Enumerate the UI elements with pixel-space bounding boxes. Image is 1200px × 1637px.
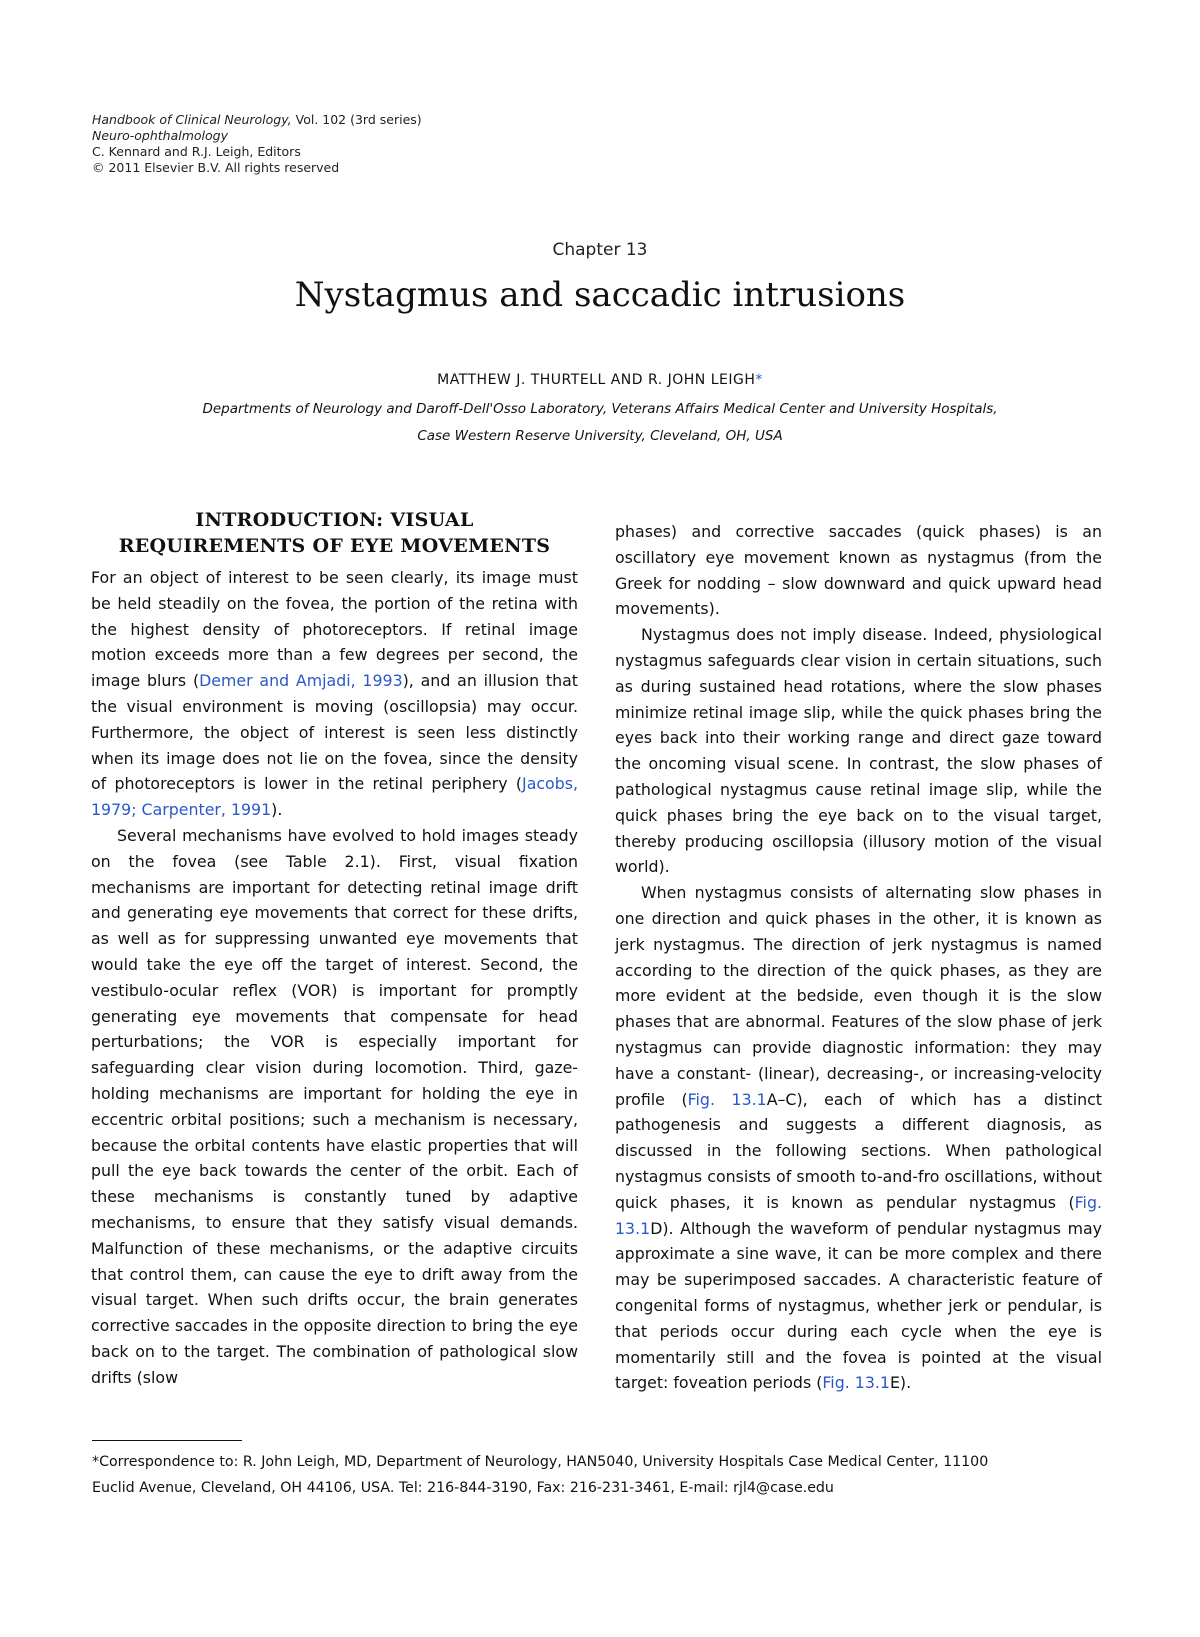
journal-name: Handbook of Clinical Neurology, xyxy=(92,112,292,127)
paragraph-text: E). xyxy=(889,1373,912,1393)
footnote-divider xyxy=(92,1440,242,1441)
author-names: MATTHEW J. THURTELL AND R. JOHN LEIGH xyxy=(437,372,756,388)
paragraph-text: For an object of interest to be seen clearly, its image must be held steadily on the fovea, the portion of the retina with the highest density of photoreceptors. If retinal image motion exceeds more than a few degrees per second, the image blurs ( xyxy=(91,568,578,691)
section-heading-line-1: INTRODUCTION: VISUAL xyxy=(195,509,474,531)
paragraph xyxy=(615,880,1102,1396)
header-editors: C. Kennard and R.J. Leigh, Editors xyxy=(92,144,301,159)
paragraph-text: ), and an illusion that the visual environment is moving (oscillopsia) may occur. Furthermore, the object of interest is seen less distinctly when its image does not lie on the fovea, since the density of photoreceptors is lower in the retinal periphery ( xyxy=(91,671,578,794)
figure-link[interactable]: Fig. 13.1 xyxy=(687,1089,767,1109)
chapter-label: Chapter 13 xyxy=(552,240,648,260)
figure-link[interactable]: Fig. 13.1 xyxy=(822,1373,890,1393)
section-heading xyxy=(91,507,578,559)
footnote-line-1: *Correspondence to: R. John Leigh, MD, Department of Neurology, HAN5040, University Hospitals Case Medical Center, 11100 xyxy=(92,1454,989,1470)
correspondence-footnote xyxy=(92,1449,1102,1501)
correspondence-marker-link[interactable]: * xyxy=(755,372,763,388)
paragraph-text: D). Although the waveform of pendular nystagmus may approximate a sine wave, it can be more complex and there may be superimposed saccades. A characteristic feature of congenital forms of nystagmus, whether jerk or pendular, is that periods occur during each cycle when the eye is momentarily still and the fovea is pointed at the visual target: foveation periods ( xyxy=(615,1218,1102,1393)
paragraph: Several mechanisms have evolved to hold images steady on the fovea (see Table 2.1). First, visual fixation mechanisms are important for detecting retinal image drift and generating eye movements that correct for these drifts, as well as for suppressing unwanted eye movements that would take the eye off the target of interest. Second, the vestibulo-ocular reflex (VOR) is important for promptly generating eye movements that compensate for head perturbations; the VOR is especially important for safeguarding clear vision during locomotion. Third, gaze-holding mechanisms are important for holding the eye in eccentric orbital positions; such a mechanism is necessary, because the orbital contents have elastic properties that will pull the eye back towards the center of the orbit. Each of these mechanisms is constantly tuned by adaptive mechanisms, to ensure that they satisfy visual demands. Malfunction of these mechanisms, or the adaptive circuits that control them, can cause the eye to drift away from the visual target. When such drifts occur, the brain generates corrective saccades in the opposite direction to bring the eye back on to the target. The combination of pathological slow drifts (slow xyxy=(91,825,578,1387)
paragraph xyxy=(91,565,578,823)
book-header xyxy=(92,112,422,176)
figure-link[interactable]: Fig. 13.1 xyxy=(615,1192,1102,1238)
left-column xyxy=(91,507,578,1391)
author-line xyxy=(0,372,1200,388)
header-copyright: © 2011 Elsevier B.V. All rights reserved xyxy=(92,160,340,175)
footnote-line-2: Euclid Avenue, Cleveland, OH 44106, USA. Tel: 216-844-3190, Fax: 216-231-3461, E-mail: rjl4@case.edu xyxy=(92,1480,834,1496)
header-subject: Neuro-ophthalmology xyxy=(92,128,228,143)
paragraph: Nystagmus does not imply disease. Indeed, physiological nystagmus safeguards clear vision in certain situations, such as during sustained head rotations, where the slow phases minimize retinal image slip, while the quick phases bring the eyes back into their working range and direct gaze toward the oncoming visual scene. In contrast, the slow phases of pathological nystagmus cause retinal image slip, while the quick phases bring the eye back on to the visual target, thereby producing oscillopsia (illusory motion of the visual world). xyxy=(615,625,1102,877)
paragraph-text: ). xyxy=(271,800,283,820)
paragraph: phases) and corrective saccades (quick phases) is an oscillatory eye movement known as nystagmus (from the Greek for nodding – slow downward and quick upward head movements). xyxy=(615,522,1102,619)
paragraph-text: A–C), each of which has a distinct pathogenesis and suggests a different diagnosis, as discussed in the following sections. When pathological nystagmus consists of smooth to-and-fro oscillations, without quick phases, it is known as pendular nystagmus ( xyxy=(615,1089,1102,1212)
journal-volume: Vol. 102 (3rd series) xyxy=(291,112,422,127)
affiliation-line-1: Departments of Neurology and Daroff-Dell'Osso Laboratory, Veterans Affairs Medical Center and University Hospitals, xyxy=(202,401,998,417)
paragraph-text: When nystagmus consists of alternating slow phases in one direction and quick phases in the other, it is known as jerk nystagmus. The direction of jerk nystagmus is named according to the direction of the quick phases, as they are more evident at the bedside, even though it is the slow phases that are abnormal. Features of the slow phase of jerk nystagmus can provide diagnostic information: they may have a constant- (linear), decreasing-, or increasing-velocity profile ( xyxy=(615,883,1102,1109)
citation-link[interactable]: Demer and Amjadi, 1993 xyxy=(199,671,403,691)
citation-link[interactable]: Jacobs, 1979; Carpenter, 1991 xyxy=(91,774,578,820)
affiliation-line-2: Case Western Reserve University, Cleveland, OH, USA xyxy=(417,428,783,444)
section-heading-line-2: REQUIREMENTS OF EYE MOVEMENTS xyxy=(118,535,551,557)
affiliation xyxy=(100,396,1100,450)
header-line-1 xyxy=(92,112,422,128)
chapter-title: Nystagmus and saccadic intrusions xyxy=(294,275,906,315)
right-column xyxy=(615,519,1102,1396)
